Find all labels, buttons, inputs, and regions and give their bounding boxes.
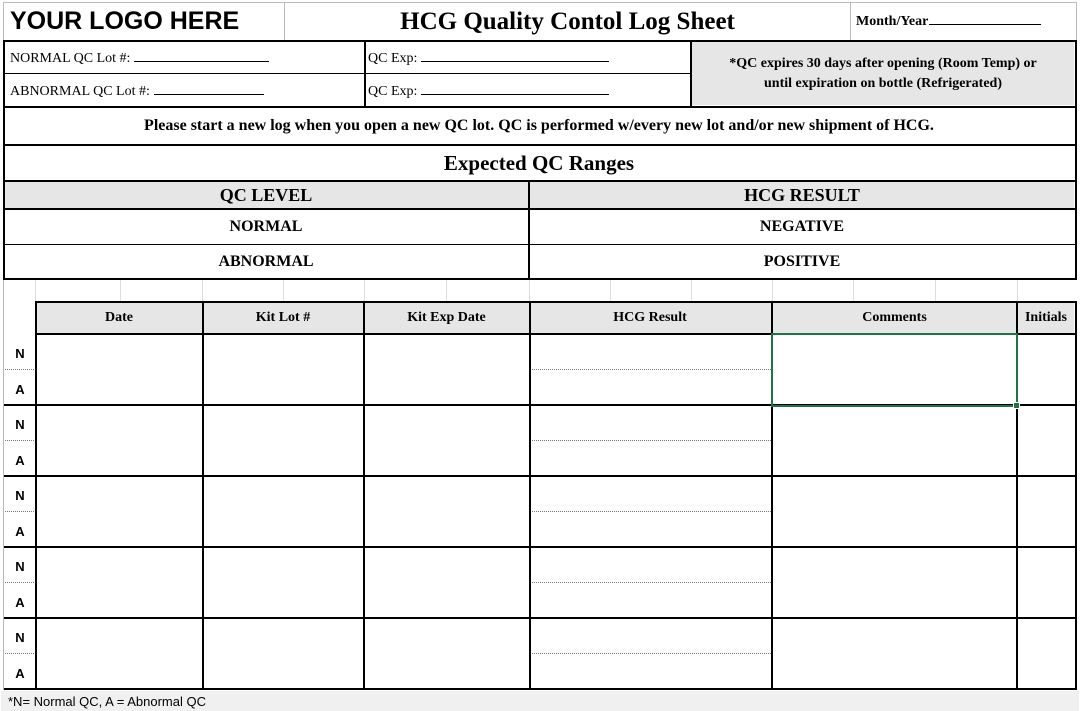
range-abnormal-level: ABNORMAL [218, 252, 314, 270]
row-marker-normal: N [15, 558, 25, 574]
col-header-kit-exp-date: Kit Exp Date [407, 310, 486, 325]
comments-cell[interactable] [773, 619, 1015, 687]
row-marker-abnormal: A [15, 665, 25, 681]
ranges-title: Expected QC Ranges [443, 151, 635, 175]
kit-lot-cell[interactable] [204, 619, 362, 687]
range-normal-result: NEGATIVE [759, 217, 845, 235]
kit-exp-date-cell[interactable] [365, 406, 528, 474]
normal-qc-exp-blank [421, 49, 609, 62]
normal-lot-blank [134, 49, 269, 62]
comments-cell[interactable] [773, 477, 1015, 545]
expiry-note [692, 54, 1074, 94]
hcg-result-cell[interactable] [531, 619, 770, 687]
kit-exp-date-cell[interactable] [365, 477, 528, 545]
kit-exp-date-cell[interactable] [365, 619, 528, 687]
normal-qc-exp-field[interactable] [368, 49, 609, 67]
row-marker-abnormal: A [15, 594, 25, 610]
initials-cell[interactable] [1018, 548, 1074, 616]
kit-exp-date-cell[interactable] [365, 335, 528, 403]
hcg-result-cell[interactable] [531, 406, 770, 474]
date-cell[interactable] [37, 406, 201, 474]
row-marker-abnormal: A [15, 452, 25, 468]
abnormal-qc-exp-field[interactable] [368, 82, 609, 100]
ranges-col-level: QC LEVEL [219, 184, 313, 205]
col-header-kit-lot: Kit Lot # [255, 310, 311, 325]
date-cell[interactable] [37, 548, 201, 616]
date-cell[interactable] [37, 477, 201, 545]
hcg-result-cell[interactable] [531, 335, 770, 403]
instruction-text: Please start a new log when you open a new QC lot. QC is performed w/every new lot and/or new shipment of HCG. [144, 117, 934, 134]
normal-lot-field[interactable] [10, 49, 269, 67]
footnote: *N= Normal QC, A = Abnormal QC [8, 694, 206, 709]
hcg-result-cell[interactable] [531, 477, 770, 545]
row-marker-normal: N [15, 629, 25, 645]
comments-cell[interactable] [773, 406, 1015, 474]
ranges-col-result: HCG RESULT [744, 184, 860, 205]
selected-comments-cell[interactable] [771, 333, 1018, 407]
col-header-initials: Initials [1024, 310, 1067, 325]
row-marker-abnormal: A [15, 381, 25, 397]
initials-cell[interactable] [1018, 477, 1074, 545]
abnormal-lot-field[interactable] [10, 82, 264, 100]
page-title: HCG Quality Contol Log Sheet [400, 8, 735, 35]
kit-lot-cell[interactable] [204, 406, 362, 474]
kit-lot-cell[interactable] [204, 477, 362, 545]
initials-cell[interactable] [1018, 335, 1074, 403]
row-marker-normal: N [15, 345, 25, 361]
row-marker-abnormal: A [15, 523, 25, 539]
normal-qc-exp-label: QC Exp: [368, 51, 418, 66]
row-marker-normal: N [15, 416, 25, 432]
kit-exp-date-cell[interactable] [365, 548, 528, 616]
range-normal-level: NORMAL [229, 217, 303, 235]
abnormal-lot-label: ABNORMAL QC Lot #: [10, 84, 150, 99]
logo-placeholder: YOUR LOGO HERE [10, 7, 240, 35]
expiry-note-line2: until expiration on bottle (Refrigerated) [764, 76, 1002, 91]
abnormal-qc-exp-blank [421, 82, 609, 95]
fill-handle[interactable] [1013, 402, 1020, 409]
abnormal-lot-blank [154, 82, 264, 95]
initials-cell[interactable] [1018, 619, 1074, 687]
col-header-comments: Comments [862, 310, 927, 325]
month-year-label: Month/Year [856, 14, 929, 29]
range-abnormal-result: POSITIVE [763, 252, 841, 270]
hcg-result-cell[interactable] [531, 548, 770, 616]
col-header-hcg-result: HCG Result [613, 310, 687, 325]
kit-lot-cell[interactable] [204, 335, 362, 403]
col-header-date: Date [105, 310, 133, 325]
expiry-note-line1: *QC expires 30 days after opening (Room Temp) or [729, 56, 1037, 71]
date-cell[interactable] [37, 619, 201, 687]
row-marker-normal: N [15, 487, 25, 503]
month-year-blank [929, 12, 1041, 25]
initials-cell[interactable] [1018, 406, 1074, 474]
comments-cell[interactable] [773, 548, 1015, 616]
month-year-field[interactable] [856, 12, 1076, 30]
abnormal-qc-exp-label: QC Exp: [368, 84, 418, 99]
kit-lot-cell[interactable] [204, 548, 362, 616]
date-cell[interactable] [37, 335, 201, 403]
normal-lot-label: NORMAL QC Lot #: [10, 51, 131, 66]
